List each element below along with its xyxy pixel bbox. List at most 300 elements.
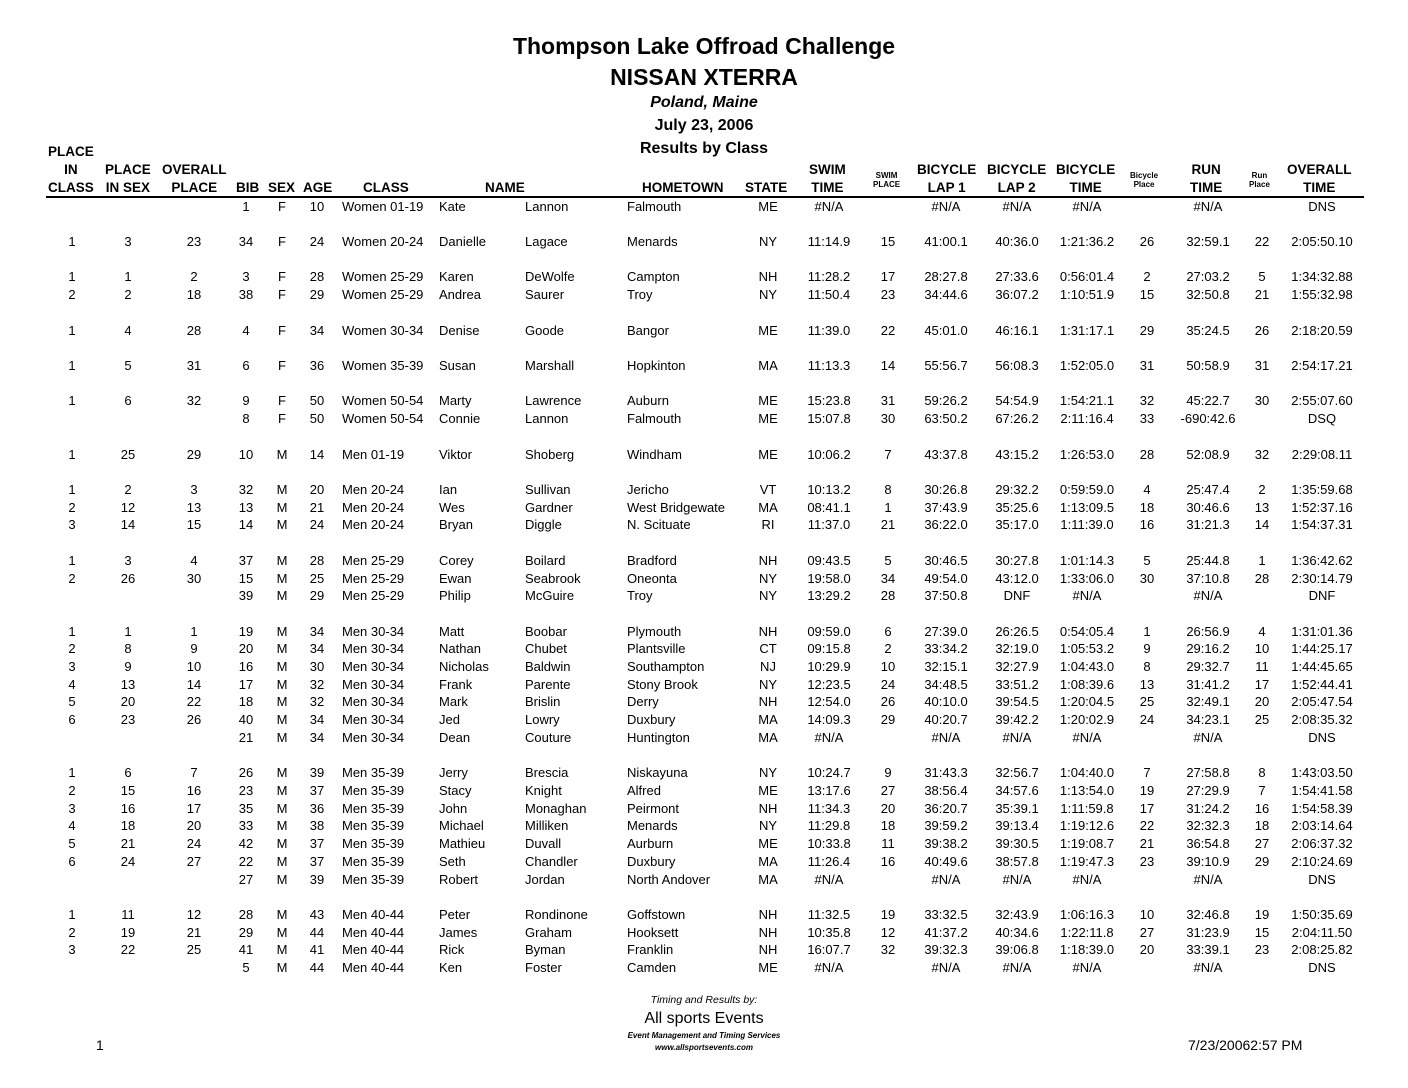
cell-state: MA [758,730,778,745]
cell-sex: M [276,447,288,462]
cell-run-time: #N/A [1193,872,1223,887]
cell-run-place: 18 [1254,818,1270,833]
col-run-place: Run Place [1249,171,1270,189]
cell-class: Women 50-54 [342,411,424,426]
cell-overall-time: 1:44:45.65 [1291,659,1353,674]
cell-bicycle-time: #N/A [1072,730,1102,745]
cell-state: ME [758,447,778,462]
table-row [0,853,1408,871]
table-row [0,871,1408,889]
cell-bib: 5 [242,960,250,975]
cell-last-name: Knight [525,783,562,798]
cell-bicycle-place: 17 [1139,801,1155,816]
cell-age: 34 [309,323,325,338]
cell-class: Men 25-29 [342,553,405,568]
cell-bicycle-lap2: 33:51.2 [995,677,1039,692]
cell-last-name: Goode [525,323,565,338]
cell-bicycle-lap2: 39:30.5 [995,836,1039,851]
cell-run-place: 21 [1254,287,1270,302]
cell-swim-place: 29 [880,712,896,727]
cell-age: 38 [309,818,325,833]
cell-bicycle-lap2: DNF [1003,588,1031,603]
cell-bicycle-place: 29 [1139,323,1155,338]
event-date: July 23, 2006 [654,117,754,134]
cell-state: ME [758,836,778,851]
cell-overall-place: 23 [186,234,202,249]
cell-place-in-class: 1 [68,358,76,373]
cell-state: NY [758,287,778,302]
col-class: CLASS [363,180,409,195]
cell-place-in-class: 1 [68,323,76,338]
col-place-in-sex: PLACE IN SEX [105,162,151,195]
cell-bicycle-lap2: 54:54.9 [995,393,1039,408]
cell-overall-place: 22 [186,694,202,709]
table-row [0,693,1408,711]
cell-swim-time: 11:26.4 [807,854,851,869]
cell-bib: 33 [238,818,254,833]
cell-bicycle-lap1: 55:56.7 [924,358,968,373]
cell-place-in-sex: 21 [120,836,136,851]
cell-class: Men 01-19 [342,447,405,462]
cell-age: 44 [309,925,325,940]
cell-bicycle-lap1: 41:00.1 [924,234,968,249]
cell-last-name: Boobar [525,624,567,639]
cell-sex: M [276,588,288,603]
cell-first-name: Nathan [439,641,481,656]
cell-sex: M [276,765,288,780]
cell-overall-time: 1:35:59.68 [1291,482,1353,497]
cell-last-name: Sullivan [525,482,571,497]
cell-run-time: 25:44.8 [1186,553,1230,568]
cell-hometown: Niskayuna [627,765,688,780]
table-row [0,570,1408,588]
cell-swim-place: 15 [880,234,896,249]
table-row [0,198,1408,216]
table-row [0,357,1408,375]
table-row [0,499,1408,517]
cell-run-place: 4 [1258,624,1266,639]
cell-class: Men 35-39 [342,783,405,798]
cell-last-name: Graham [525,925,572,940]
cell-bicycle-lap1: 37:43.9 [924,500,968,515]
event-location: Poland, Maine [650,94,758,111]
cell-bib: 27 [238,872,254,887]
cell-swim-time: 16:07.7 [807,942,851,957]
cell-state: NJ [760,659,776,674]
cell-run-place: 15 [1254,925,1270,940]
cell-swim-place: 9 [884,765,892,780]
cell-bicycle-place: 4 [1143,482,1151,497]
table-row [0,640,1408,658]
cell-last-name: McGuire [525,588,575,603]
cell-swim-time: 13:29.2 [807,588,851,603]
cell-bicycle-time: #N/A [1072,872,1102,887]
cell-overall-time: 2:05:47.54 [1291,694,1353,709]
table-row [0,941,1408,959]
cell-overall-place: 26 [186,712,202,727]
cell-swim-time: 12:54.0 [807,694,851,709]
cell-hometown: Bradford [627,553,677,568]
cell-run-time: 31:23.9 [1186,925,1230,940]
cell-last-name: Baldwin [525,659,571,674]
cell-sex: M [276,872,288,887]
cell-overall-place: 30 [186,571,202,586]
cell-swim-place: 26 [880,694,896,709]
cell-bib: 10 [238,447,254,462]
cell-class: Men 35-39 [342,818,405,833]
cell-run-place: 19 [1254,907,1270,922]
cell-first-name: Stacy [439,783,472,798]
cell-place-in-sex: 22 [120,942,136,957]
cell-place-in-sex: 16 [120,801,136,816]
cell-bib: 3 [242,269,250,284]
cell-bicycle-time: 0:54:05.4 [1059,624,1115,639]
cell-state: CT [759,641,777,656]
cell-bib: 1 [242,199,250,214]
cell-run-time: 45:22.7 [1186,393,1230,408]
cell-bicycle-lap1: 28:27.8 [924,269,968,284]
cell-bicycle-place: 27 [1139,925,1155,940]
cell-class: Women 25-29 [342,287,424,302]
cell-run-time: 27:03.2 [1186,269,1230,284]
cell-class: Men 40-44 [342,925,405,940]
cell-swim-time: 11:29.8 [807,818,851,833]
cell-bicycle-place: 13 [1139,677,1155,692]
cell-bicycle-place: 8 [1143,659,1151,674]
cell-place-in-class: 5 [68,694,76,709]
cell-run-place: 23 [1254,942,1270,957]
cell-bicycle-lap1: 37:50.8 [924,588,968,603]
cell-overall-time: 1:50:35.69 [1291,907,1353,922]
cell-age: 39 [309,872,325,887]
cell-bicycle-lap2: 32:43.9 [995,907,1039,922]
cell-bicycle-lap1: #N/A [931,872,961,887]
cell-bib: 32 [238,482,254,497]
cell-bib: 35 [238,801,254,816]
cell-overall-time: 2:30:14.79 [1291,571,1353,586]
cell-class: Women 50-54 [342,393,424,408]
cell-state: ME [758,783,778,798]
cell-overall-time: 2:18:20.59 [1291,323,1353,338]
table-row [0,286,1408,304]
cell-swim-time: 10:33.8 [807,836,851,851]
table-row [0,268,1408,286]
cell-class: Men 20-24 [342,482,405,497]
cell-swim-time: 11:28.2 [807,269,851,284]
cell-bib: 37 [238,553,254,568]
cell-first-name: Wes [439,500,465,515]
cell-age: 34 [309,730,325,745]
cell-last-name: Brislin [525,694,561,709]
cell-sex: M [276,517,288,532]
col-overall-place: OVERALL PLACE [162,162,227,195]
cell-sex: M [276,801,288,816]
cell-run-place: 30 [1254,393,1270,408]
cell-bicycle-lap1: #N/A [931,960,961,975]
cell-place-in-sex: 9 [124,659,132,674]
cell-run-place: 13 [1254,500,1270,515]
document-subtitle: NISSAN XTERRA [610,64,798,90]
cell-bicycle-lap1: 40:49.6 [924,854,968,869]
footer-credit: Timing and Results by: [650,994,758,1006]
cell-age: 39 [309,765,325,780]
cell-bicycle-lap1: #N/A [931,199,961,214]
col-swim-time: SWIM TIME [809,162,846,195]
cell-age: 29 [309,287,325,302]
cell-overall-place: 13 [186,500,202,515]
cell-bib: 16 [238,659,254,674]
cell-last-name: Seabrook [525,571,581,586]
cell-bicycle-time: 1:13:09.5 [1059,500,1115,515]
cell-overall-time: 1:31:01.36 [1291,624,1353,639]
cell-swim-place: 32 [880,942,896,957]
cell-overall-place: 9 [190,641,198,656]
cell-bicycle-place: 15 [1139,287,1155,302]
cell-bicycle-lap1: 41:37.2 [924,925,968,940]
cell-bicycle-place: 5 [1143,553,1151,568]
cell-state: ME [758,323,778,338]
cell-run-place: 10 [1254,641,1270,656]
cell-hometown: Troy [627,588,653,603]
cell-first-name: Frank [439,677,473,692]
cell-overall-time: 2:54:17.21 [1291,358,1353,373]
cell-bicycle-lap2: 32:27.9 [995,659,1039,674]
cell-sex: M [276,694,288,709]
cell-swim-time: 11:14.9 [807,234,851,249]
cell-bicycle-lap2: #N/A [1002,960,1032,975]
cell-run-time: -690:42.6 [1180,411,1236,426]
cell-overall-place: 3 [190,482,198,497]
cell-bib: 39 [238,588,254,603]
cell-run-place: 11 [1255,659,1269,674]
cell-bicycle-lap2: 26:26.5 [995,624,1039,639]
cell-bicycle-lap2: 46:16.1 [995,323,1039,338]
cell-bib: 8 [242,411,250,426]
cell-run-time: 27:29.9 [1186,783,1230,798]
cell-first-name: Michael [439,818,484,833]
cell-run-time: 32:50.8 [1186,287,1230,302]
footer-website: www.allsportsevents.com [655,1043,753,1052]
cell-swim-place: 8 [884,482,892,497]
cell-age: 24 [309,234,325,249]
cell-age: 37 [309,783,325,798]
cell-sex: F [278,358,286,373]
cell-age: 36 [309,801,325,816]
cell-place-in-class: 2 [68,287,76,302]
cell-first-name: Matt [439,624,465,639]
cell-hometown: Oneonta [627,571,677,586]
table-row [0,516,1408,534]
cell-sex: F [278,234,286,249]
table-row [0,623,1408,641]
cell-swim-place: 10 [880,659,896,674]
cell-overall-time: 2:08:25.82 [1291,942,1353,957]
cell-hometown: Peirmont [627,801,680,816]
cell-class: Men 30-34 [342,659,405,674]
table-row [0,322,1408,340]
cell-overall-time: 1:55:32.98 [1291,287,1353,302]
cell-bib: 26 [238,765,254,780]
cell-class: Men 30-34 [342,677,405,692]
cell-place-in-class: 2 [68,925,76,940]
col-overall-time: OVERALL TIME [1287,162,1352,195]
cell-hometown: Stony Brook [627,677,698,692]
cell-last-name: Lowry [525,712,560,727]
cell-place-in-class: 1 [68,907,76,922]
cell-last-name: Couture [525,730,572,745]
cell-bicycle-lap1: 30:46.5 [924,553,968,568]
cell-run-time: #N/A [1193,730,1223,745]
cell-class: Men 30-34 [342,712,405,727]
cell-overall-place: 14 [186,677,202,692]
cell-bib: 38 [238,287,254,302]
cell-swim-time: 13:17.6 [807,783,851,798]
cell-first-name: Philip [439,588,471,603]
cell-bicycle-time: 1:04:40.0 [1059,765,1115,780]
cell-bib: 34 [238,234,254,249]
table-row [0,711,1408,729]
cell-first-name: Marty [439,393,472,408]
cell-place-in-sex: 2 [124,482,132,497]
cell-run-place: 1 [1258,553,1266,568]
cell-run-place: 14 [1254,517,1270,532]
cell-place-in-class: 6 [68,712,76,727]
cell-bicycle-time: 1:19:47.3 [1059,854,1115,869]
col-name: NAME [485,180,525,195]
cell-first-name: Rick [439,942,465,957]
table-row [0,233,1408,251]
cell-bicycle-lap2: #N/A [1002,730,1032,745]
cell-swim-time: 11:32.5 [807,907,851,922]
cell-last-name: Boilard [525,553,566,568]
col-swim-place: SWIM PLACE [873,171,901,189]
cell-sex: F [278,393,286,408]
cell-sex: M [276,925,288,940]
cell-state: NY [758,234,778,249]
cell-overall-place: 25 [186,942,202,957]
cell-place-in-sex: 13 [120,677,136,692]
cell-first-name: Andrea [439,287,481,302]
cell-sex: M [276,960,288,975]
cell-swim-place: 14 [880,358,896,373]
cell-bicycle-lap2: 36:07.2 [995,287,1039,302]
cell-state: NY [758,571,778,586]
cell-class: Men 25-29 [342,588,405,603]
cell-last-name: Milliken [525,818,569,833]
cell-first-name: Karen [439,269,474,284]
col-run-time: RUN TIME [1190,162,1223,195]
cell-swim-time: 11:13.3 [807,358,851,373]
cell-place-in-class: 3 [68,659,76,674]
cell-swim-place: 31 [880,393,896,408]
cell-place-in-class: 1 [68,553,76,568]
cell-hometown: Alfred [627,783,661,798]
cell-bib: 18 [238,694,254,709]
cell-overall-time: 1:43:03.50 [1291,765,1353,780]
cell-first-name: Ken [439,960,463,975]
cell-overall-place: 28 [186,323,202,338]
cell-bicycle-lap2: #N/A [1002,199,1032,214]
cell-class: Women 35-39 [342,358,424,373]
cell-last-name: Monaghan [525,801,587,816]
cell-place-in-class: 1 [68,624,76,639]
cell-hometown: Jericho [627,482,669,497]
cell-place-in-sex: 3 [124,553,132,568]
cell-first-name: Denise [439,323,480,338]
cell-bicycle-time: 1:01:14.3 [1059,553,1115,568]
cell-run-place: 7 [1258,783,1266,798]
cell-overall-time: 1:52:37.16 [1291,500,1353,515]
cell-place-in-class: 4 [68,677,76,692]
cell-place-in-sex: 6 [124,765,132,780]
cell-age: 37 [309,836,325,851]
cell-age: 28 [309,269,325,284]
cell-swim-time: 19:58.0 [807,571,851,586]
cell-class: Men 35-39 [342,801,405,816]
cell-run-time: 26:56.9 [1186,624,1230,639]
col-hometown: HOMETOWN [642,180,724,195]
cell-bicycle-time: 1:33:06.0 [1059,571,1115,586]
cell-bicycle-place: 7 [1143,765,1151,780]
cell-run-time: 32:49.1 [1186,694,1230,709]
cell-bib: 21 [238,730,254,745]
cell-place-in-sex: 2 [124,287,132,302]
cell-swim-time: 11:34.3 [807,801,851,816]
cell-place-in-sex: 1 [124,624,132,639]
cell-bicycle-lap2: 67:26.2 [995,411,1039,426]
cell-run-time: 32:46.8 [1186,907,1230,922]
table-row [0,552,1408,570]
cell-class: Men 40-44 [342,942,405,957]
cell-run-time: 35:24.5 [1186,323,1230,338]
cell-class: Men 25-29 [342,571,405,586]
cell-overall-time: 1:36:42.62 [1291,553,1353,568]
cell-overall-place: 10 [186,659,202,674]
cell-bicycle-lap2: 39:13.4 [995,818,1039,833]
cell-bicycle-lap2: 35:39.1 [995,801,1039,816]
cell-place-in-sex: 6 [124,393,132,408]
cell-bicycle-place: 26 [1139,234,1155,249]
cell-bicycle-time: 1:11:59.8 [1060,801,1114,816]
cell-overall-time: 2:08:35.32 [1291,712,1353,727]
cell-swim-place: 11 [881,836,895,851]
cell-state: MA [758,854,778,869]
cell-place-in-sex: 11 [121,907,135,922]
cell-bicycle-place: 20 [1139,942,1155,957]
cell-bicycle-time: 1:13:54.0 [1059,783,1115,798]
cell-sex: F [278,287,286,302]
cell-last-name: Byman [525,942,566,957]
cell-hometown: Aurburn [627,836,674,851]
cell-first-name: Kate [439,199,466,214]
cell-overall-time: 2:04:11.50 [1291,925,1353,940]
cell-swim-place: 18 [880,818,896,833]
cell-place-in-class: 2 [68,641,76,656]
cell-overall-place: 20 [186,818,202,833]
cell-bicycle-lap2: 38:57.8 [995,854,1039,869]
cell-overall-time: 1:34:32.88 [1291,269,1353,284]
cell-hometown: Camden [627,960,677,975]
cell-state: ME [758,411,778,426]
cell-place-in-class: 3 [68,942,76,957]
cell-last-name: Lannon [525,199,569,214]
cell-overall-time: 2:55:07.60 [1291,393,1353,408]
cell-bicycle-time: 1:20:02.9 [1059,712,1115,727]
cell-run-place: 32 [1254,447,1270,462]
cell-sex: F [278,411,286,426]
cell-bicycle-place: 33 [1139,411,1155,426]
footer-tagline: Event Management and Timing Services [627,1031,781,1040]
